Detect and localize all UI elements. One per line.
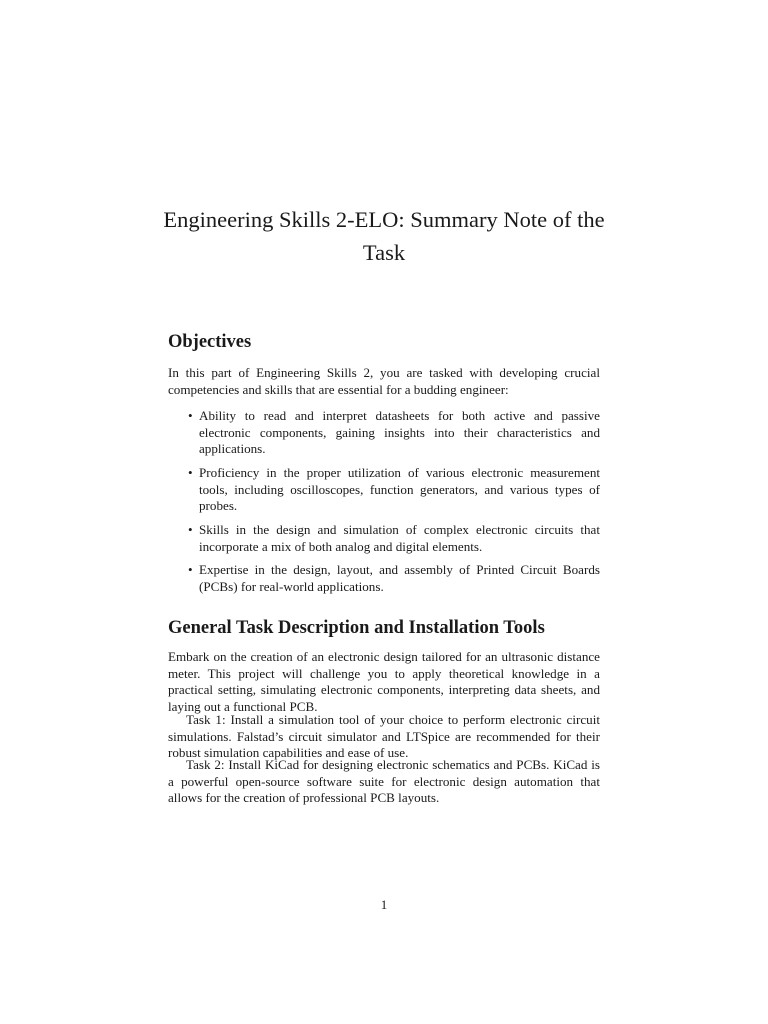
bullet-icon: • bbox=[188, 562, 193, 577]
bullet-text: Ability to read and interpret datasheets for both active and passive electronic components, gaining insights into their characteristics and applications. bbox=[199, 408, 600, 457]
task-1-text: Task 1: Install a simulation tool of your choice to perform electronic circuit simulations. Falstad’s circuit simulator and LTSpice are recommended for their robust simulation capabilities and ease of use. bbox=[168, 712, 600, 761]
bullet-text: Expertise in the design, layout, and assembly of Printed Circuit Boards (PCBs) for real-world applications. bbox=[199, 562, 600, 594]
task-1-paragraph bbox=[168, 712, 600, 762]
task-2-paragraph bbox=[168, 757, 600, 807]
task-2-text: Task 2: Install KiCad for designing electronic schematics and PCBs. KiCad is a powerful open-source software suite for electronic design automation that allows for the creation of professional PCB layouts. bbox=[168, 757, 600, 806]
bullet-icon: • bbox=[188, 522, 193, 537]
general-task-paragraph: Embark on the creation of an electronic design tailored for an ultrasonic distance meter. This project will challenge you to apply theoretical knowledge in a practical setting, simulating electronic components, interpreting data sheets, and laying out a functional PCB. bbox=[168, 649, 600, 714]
document-title: Engineering Skills 2-ELO: Summary Note of the Task bbox=[163, 207, 605, 265]
bullet-text: Proficiency in the proper utilization of various electronic measurement tools, including oscilloscopes, function generators, and various types of probes. bbox=[199, 465, 600, 514]
bullet-icon: • bbox=[188, 408, 193, 423]
section-heading-general-task: General Task Description and Installation Tools bbox=[168, 618, 545, 638]
section-heading-objectives: Objectives bbox=[168, 332, 252, 352]
bullet-icon: • bbox=[188, 465, 193, 480]
objectives-intro-paragraph: In this part of Engineering Skills 2, you are tasked with developing crucial competencies and skills that are essential for a budding engineer: bbox=[168, 365, 600, 397]
page-number: 1 bbox=[380, 897, 388, 912]
bullet-text: Skills in the design and simulation of complex electronic circuits that incorporate a mix of both analog and digital elements. bbox=[199, 522, 600, 554]
